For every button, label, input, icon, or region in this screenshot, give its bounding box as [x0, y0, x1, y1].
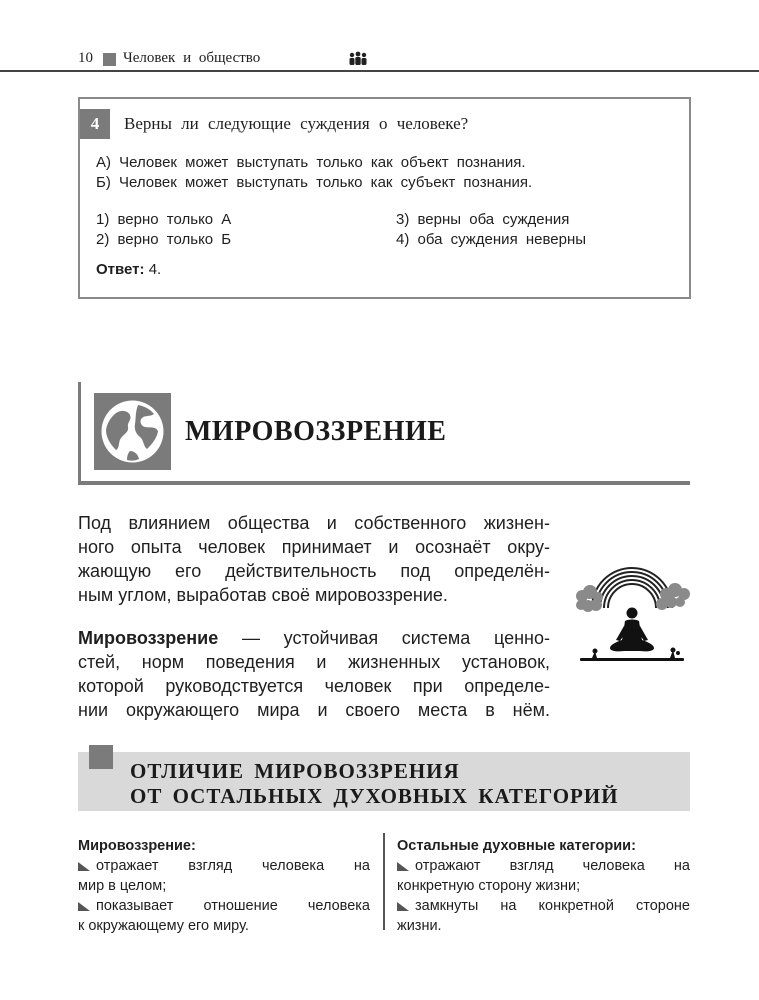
comparison-divider — [383, 833, 385, 930]
statement-a: А) Человек может выступать только как объект познания. — [96, 154, 526, 171]
intro-line-2: ного опыта человек принимает и осознаёт окру- — [78, 537, 550, 557]
left-heading: Мировоззрение: — [78, 838, 196, 854]
task-number-badge — [80, 109, 110, 139]
header-square-icon — [103, 53, 116, 66]
triangle-bullet-icon — [78, 862, 90, 871]
subsection-title — [130, 759, 619, 809]
section-title: МИРОВОЗЗРЕНИЕ — [185, 416, 447, 447]
right-item-2-line-1: замкнуты на конкретной стороне — [397, 896, 690, 916]
definition-line-1 — [78, 626, 550, 650]
page-number: 10 — [78, 50, 93, 66]
option-3: 3) верны оба суждения — [396, 211, 570, 228]
triangle-bullet-icon — [397, 862, 409, 871]
definition-paragraph — [78, 626, 550, 722]
right-item-2-line-2: жизни. — [397, 918, 442, 934]
comparison-left — [78, 836, 370, 936]
triangle-bullet-icon — [397, 902, 409, 911]
definition-line-2: стей, норм поведения и жизненных установок, — [78, 652, 550, 672]
intro-line-3: жающую его действительность под определён- — [78, 561, 550, 581]
right-heading: Остальные духовные категории: — [397, 838, 636, 854]
left-item-1-line-2: мир в целом; — [78, 878, 167, 894]
definition-line-3: которой руководствуется человек при определе- — [78, 676, 550, 696]
definition-line-4: нии окружающего мира и своего места в нём. — [78, 700, 550, 720]
globe-icon — [94, 393, 171, 470]
triangle-bullet-icon — [78, 902, 90, 911]
left-item-1-line-1: отражает взгляд человека на — [78, 856, 370, 876]
task-answer — [96, 261, 161, 278]
statement-b: Б) Человек может выступать только как субъект познания. — [96, 174, 533, 191]
right-item-1-line-1: отражают взгляд человека на — [397, 856, 690, 876]
people-group-icon — [348, 51, 368, 66]
comparison-right — [397, 836, 690, 936]
left-item-2-line-1: показывает отношение человека — [78, 896, 370, 916]
option-1: 1) верно только А — [96, 211, 232, 228]
intro-line-4: ным углом, выработав своё мировоззрение. — [78, 585, 448, 605]
intro-line-1: Под влиянием общества и собственного жизнен- — [78, 513, 550, 533]
section-left-bar — [78, 382, 81, 485]
subsection-title-line-2: ОТ ОСТАЛЬНЫХ ДУХОВНЫХ КАТЕГОРИЙ — [130, 784, 619, 808]
task-number: 4 — [90, 114, 100, 133]
subsection-square-icon — [89, 745, 113, 769]
right-item-1-line-2: конкретную сторону жизни; — [397, 878, 581, 894]
definition-term: Мировоззрение — [78, 628, 219, 648]
globe-badge — [94, 393, 171, 470]
subsection-title-line-1: ОТЛИЧИЕ МИРОВОЗЗРЕНИЯ — [130, 759, 460, 783]
intro-paragraph — [78, 511, 550, 607]
option-4: 4) оба суждения неверны — [396, 231, 587, 248]
header-rule — [0, 70, 759, 72]
task-question: Верны ли следующие суждения о человеке? — [124, 114, 469, 133]
answer-label: Ответ: — [96, 261, 145, 278]
option-2: 2) верно только Б — [96, 231, 232, 248]
task-box — [78, 97, 691, 299]
left-item-2-line-2: к окружающему его миру. — [78, 918, 249, 934]
page-header — [78, 50, 690, 70]
meditation-rainbow-illustration — [570, 560, 695, 670]
section-running-title: Человек и общество — [123, 50, 261, 66]
definition-text-1: — устойчивая система ценно- — [218, 628, 550, 648]
section-bottom-bar — [78, 481, 690, 485]
answer-value: 4. — [148, 261, 162, 278]
